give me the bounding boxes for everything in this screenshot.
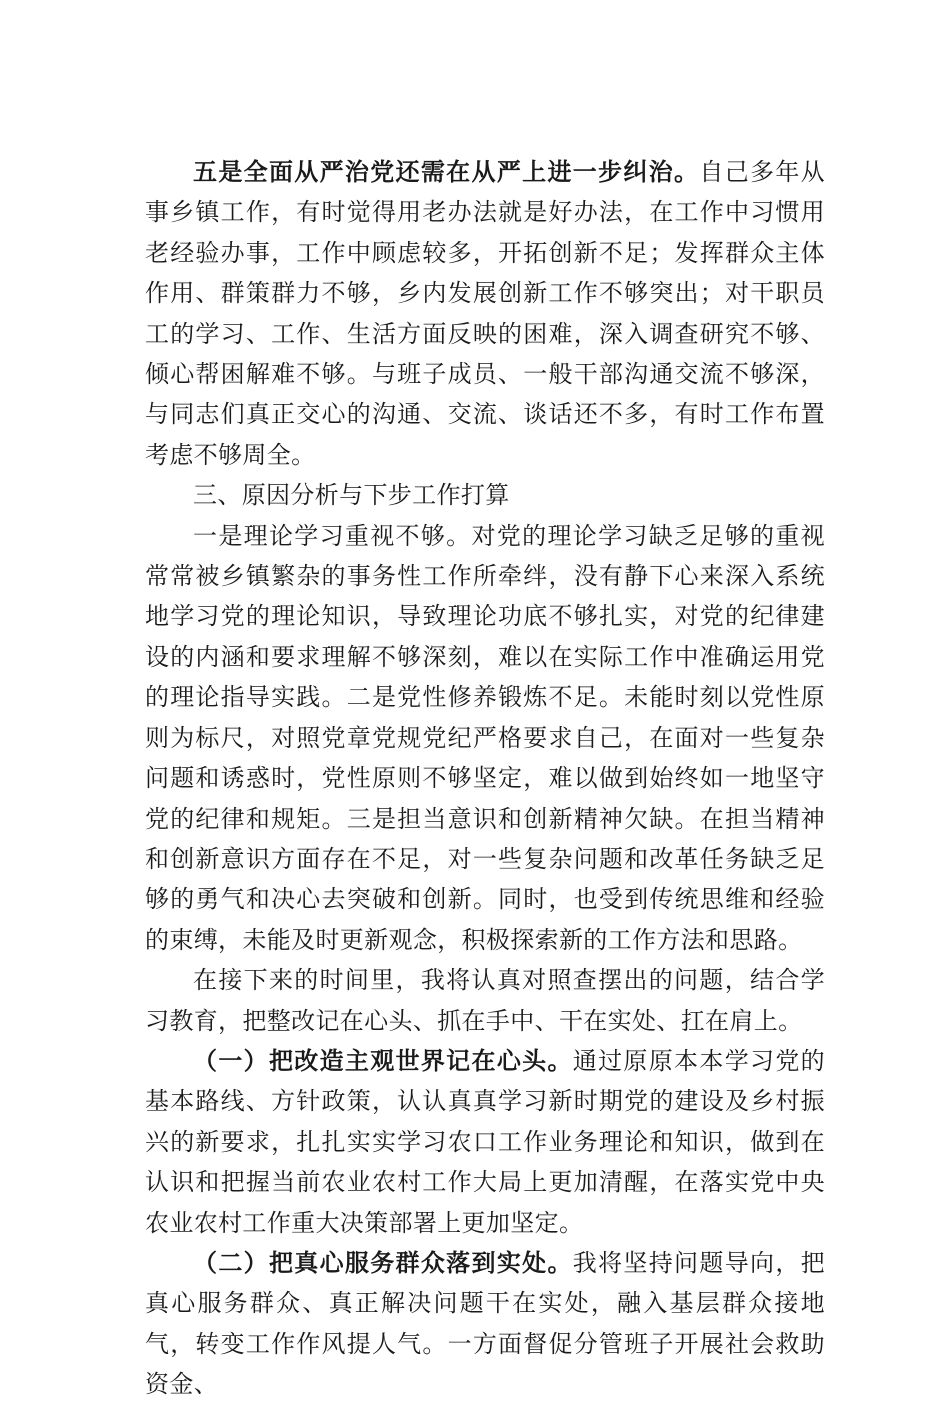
paragraph-lead: （二）把真心服务群众落到实处。: [193, 1247, 573, 1277]
paragraph-lead: 五是全面从严治党还需在从严上进一步纠治。: [193, 157, 700, 186]
document-body: [145, 152, 825, 1405]
paragraph-next-steps: 在接下来的时间里，我将认真对照查摆出的问题，结合学习教育，把整改记在心头、抓在手中、干在实处、扛在肩上。: [145, 966, 825, 1035]
paragraph-text: 通过原原本本学习党的基本路线、方针政策，认认真真学习新时期党的建设及乡村振兴的新要求，扎扎实实学习农口工作业务理论和知识，做到在认识和把握当前农业农村工作大局上更加清醒，在落实党中央农业农村工作重大决策部署上更加坚定。: [145, 1046, 825, 1237]
paragraph-lead: （一）把改造主观世界记在心头。: [193, 1045, 573, 1075]
section-heading: 三、原因分析与下步工作打算: [193, 481, 510, 510]
paragraph-text: 自己多年从事乡镇工作，有时觉得用老办法就是好办法，在工作中习惯用老经验办事，工作中顾虑较多，开拓创新不足；发挥群众主体作用、群策群力不够，乡内发展创新工作不够突出；对干职员工的学习、工作、生活方面反映的困难，深入调查研究不够、倾心帮困解难不够。与班子成员、一般干部沟通交流不够深，与同志们真正交心的沟通、交流、谈话还不多，有时工作布置考虑不够周全。: [145, 158, 825, 469]
paragraph-item-two: [145, 1243, 825, 1405]
paragraph-text: 我将坚持问题导向，把真心服务群众、真正解决问题干在实处，融入基层群众接地气，转变工作作风提人气。一方面督促分管班子开展社会救助资金、: [145, 1248, 825, 1399]
paragraph-party-governance: [145, 152, 825, 475]
paragraph-item-one: [145, 1041, 825, 1243]
paragraph-cause-analysis: 一是理论学习重视不够。对党的理论学习缺乏足够的重视常常被乡镇繁杂的事务性工作所牵绊，没有静下心来深入系统地学习党的理论知识，导致理论功底不够扎实，对党的纪律建设的内涵和要求理解不够深刻，难以在实际工作中准确运用党的理论指导实践。二是党性修养锻炼不足。未能时刻以党性原则为标尺，对照党章党规党纪严格要求自己，在面对一些复杂问题和诱惑时，党性原则不够坚定，难以做到始终如一地坚守党的纪律和规矩。三是担当意识和创新精神欠缺。在担当精神和创新意识方面存在不足，对一些复杂问题和改革任务缺乏足够的勇气和决心去突破和创新。同时，也受到传统思维和经验的束缚，未能及时更新观念，积极探索新的工作方法和思路。: [145, 521, 825, 954]
